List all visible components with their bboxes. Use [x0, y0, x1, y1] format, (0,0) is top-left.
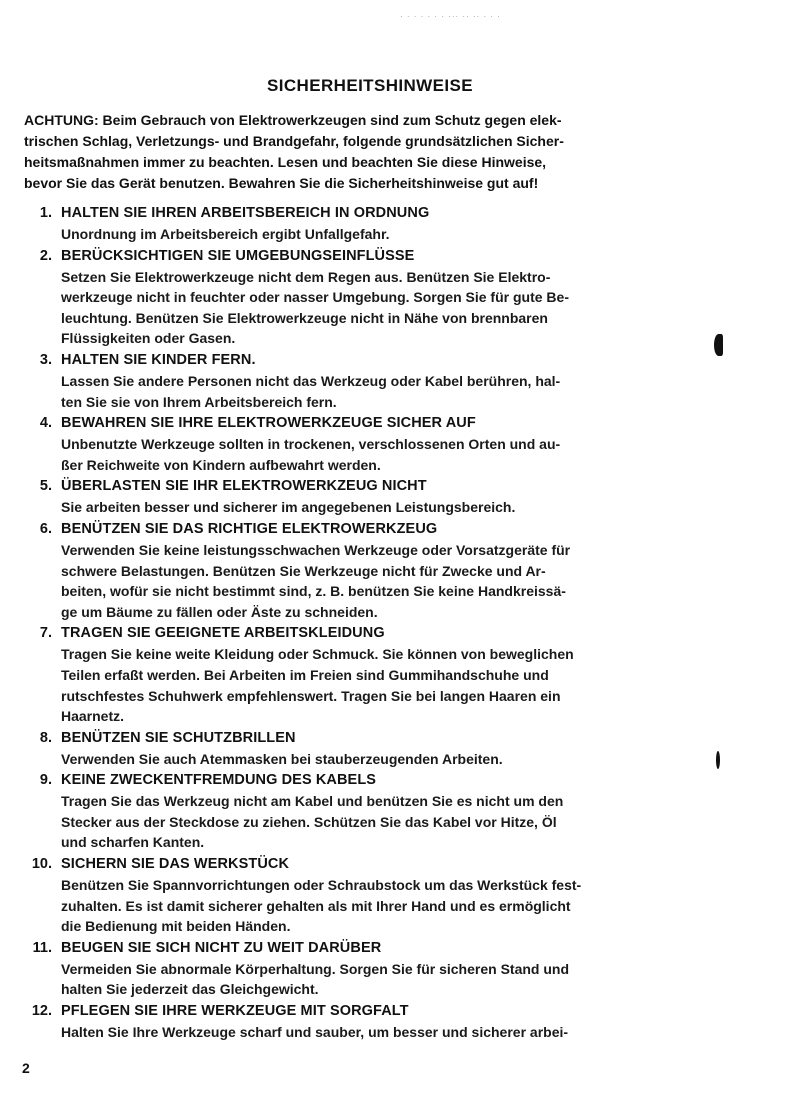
- item-body-line: die Bedienung mit beiden Händen.: [61, 918, 291, 935]
- item-heading: BENÜTZEN SIE SCHUTZBRILLEN: [61, 729, 296, 746]
- item-number: 12.: [31, 1003, 52, 1020]
- item-body-line: Unbenutzte Werkzeuge sollten in trockenen, verschlossenen Orten und au-: [61, 436, 561, 453]
- item-body-line: Unordnung im Arbeitsbereich ergibt Unfallgefahr.: [61, 226, 390, 242]
- list-item: [0, 770, 798, 853]
- list-item: [0, 203, 798, 245]
- page-title: SICHERHEITSHINWEISE: [267, 76, 473, 95]
- margin-mark: [714, 334, 723, 356]
- item-body-line: zuhalten. Es ist damit sicherer gehalten als mit Ihrer Hand und es ermöglicht: [61, 897, 571, 914]
- intro-paragraph: [24, 110, 724, 194]
- item-body-line: Haarnetz.: [61, 708, 125, 725]
- list-item: [0, 623, 798, 726]
- item-body-line: Flüssigkeiten oder Gasen.: [61, 330, 236, 347]
- item-heading: BENÜTZEN SIE DAS RICHTIGE ELEKTROWERKZEUG: [61, 520, 438, 537]
- item-body-line: Tragen Sie keine weite Kleidung oder Schmuck. Sie können von beweglichen: [61, 646, 574, 663]
- item-body-line: Benützen Sie Spannvorrichtungen oder Schraubstock um das Werkstück fest-: [61, 877, 582, 894]
- item-heading: HALTEN SIE IHREN ARBEITSBEREICH IN ORDNUNG: [61, 205, 430, 221]
- list-item: [0, 413, 798, 475]
- list-item: [0, 854, 798, 937]
- list-item: [0, 728, 798, 770]
- item-body-line: Halten Sie Ihre Werkzeuge scharf und sauber, um besser und sicherer arbei-: [61, 1024, 569, 1041]
- list-item: [0, 938, 798, 1000]
- item-number: 2.: [39, 247, 52, 264]
- item-body-line: Tragen Sie das Werkzeug nicht am Kabel und benützen Sie es nicht um den: [61, 793, 564, 810]
- intro-line: ACHTUNG: Beim Gebrauch von Elektrowerkzeugen sind zum Schutz gegen elek-: [24, 112, 562, 128]
- item-number: 4.: [39, 415, 52, 432]
- item-body-line: Stecker aus der Steckdose zu ziehen. Schützen Sie das Kabel vor Hitze, Öl: [61, 813, 557, 830]
- item-number: 10.: [31, 856, 52, 873]
- item-number: 5.: [39, 478, 52, 495]
- item-body-line: ge um Bäume zu fällen oder Äste zu schneiden.: [61, 603, 378, 620]
- item-number: 9.: [39, 772, 52, 789]
- intro-line: heitsmaßnahmen immer zu beachten. Lesen und beachten Sie diese Hinweise,: [24, 154, 547, 170]
- item-body-line: Lassen Sie andere Personen nicht das Werkzeug oder Kabel berühren, hal-: [61, 372, 561, 389]
- item-heading: HALTEN SIE KINDER FERN.: [61, 351, 256, 368]
- item-body-line: schwere Belastungen. Benützen Sie Werkzeuge nicht für Zwecke und Ar-: [61, 562, 546, 579]
- page-number: 2: [22, 1060, 30, 1076]
- item-body-line: Verwenden Sie auch Atemmasken bei stauberzeugenden Arbeiten.: [61, 750, 503, 767]
- item-heading: BEWAHREN SIE IHRE ELEKTROWERKZEUGE SICHER AUF: [61, 415, 476, 432]
- list-item: [0, 476, 798, 518]
- margin-mark: [716, 751, 720, 769]
- item-body-line: beiten, wofür sie nicht bestimmt sind, z. B. benützen Sie keine Handkreissä-: [61, 583, 566, 600]
- item-body-line: leuchtung. Benützen Sie Elektrowerkzeuge nicht in Nähe von brennbaren: [61, 309, 548, 326]
- item-heading: SICHERN SIE DAS WERKSTÜCK: [61, 856, 290, 873]
- item-number: 11.: [32, 939, 52, 956]
- item-body-line: rutschfestes Schuhwerk empfehlenswert. Tragen Sie bei langen Haaren ein: [61, 687, 561, 704]
- item-heading: BEUGEN SIE SICH NICHT ZU WEIT DARÜBER: [61, 939, 382, 956]
- item-body-line: werkzeuge nicht in feuchter oder nasser Umgebung. Sorgen Sie für gute Be-: [61, 289, 569, 306]
- list-item: [0, 1001, 798, 1043]
- item-number: 3.: [39, 351, 52, 368]
- item-heading: BERÜCKSICHTIGEN SIE UMGEBUNGSEINFLÜSSE: [61, 247, 415, 264]
- item-body-line: Verwenden Sie keine leistungsschwachen Werkzeuge oder Vorsatzgeräte für: [61, 541, 571, 558]
- item-number: 7.: [39, 625, 52, 642]
- item-heading: TRAGEN SIE GEEIGNETE ARBEITSKLEIDUNG: [61, 625, 385, 642]
- item-number: 6.: [39, 520, 52, 537]
- intro-line: bevor Sie das Gerät benutzen. Bewahren Sie die Sicherheitshinweise gut auf!: [24, 175, 539, 191]
- item-body-line: und scharfen Kanten.: [61, 834, 205, 851]
- item-number: 8.: [39, 729, 52, 746]
- safety-instructions-list: [0, 203, 798, 1044]
- item-body-line: Sie arbeiten besser und sicherer im angegebenen Leistungsbereich.: [61, 499, 516, 516]
- item-heading: KEINE ZWECKENTFREMDUNG DES KABELS: [61, 772, 377, 789]
- item-body-line: halten Sie jederzeit das Gleichgewicht.: [61, 981, 319, 998]
- item-heading: PFLEGEN SIE IHRE WERKZEUGE MIT SORGFALT: [61, 1003, 409, 1020]
- item-body-line: ßer Reichweite von Kindern aufbewahrt werden.: [61, 456, 381, 473]
- item-body-line: Setzen Sie Elektrowerkzeuge nicht dem Regen aus. Benützen Sie Elektro-: [61, 268, 551, 285]
- item-body-line: Teilen erfaßt werden. Bei Arbeiten im Freien sind Gummihandschuhe und: [61, 666, 549, 683]
- header-scan-noise: · · · · · · · ··· ·· ·· · · ·: [400, 12, 501, 21]
- list-item: [0, 519, 798, 622]
- list-item: [0, 246, 798, 349]
- intro-line: trischen Schlag, Verletzungs- und Brandgefahr, folgende grundsätzlichen Sicher-: [24, 133, 564, 149]
- item-heading: ÜBERLASTEN SIE IHR ELEKTROWERKZEUG NICHT: [61, 478, 427, 495]
- item-body-line: ten Sie sie von Ihrem Arbeitsbereich fern.: [61, 393, 337, 410]
- list-item: [0, 350, 798, 412]
- item-number: 1.: [39, 205, 52, 221]
- item-body-line: Vermeiden Sie abnormale Körperhaltung. Sorgen Sie für sicheren Stand und: [61, 960, 569, 977]
